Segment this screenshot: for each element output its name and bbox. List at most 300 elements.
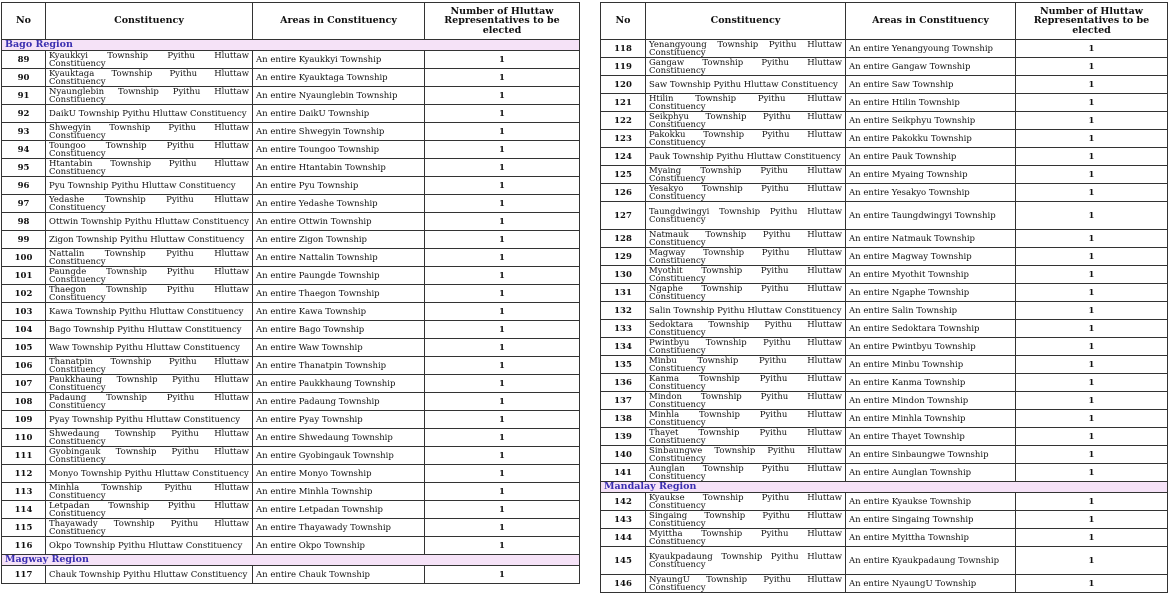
constituency-name: Letpadan Township Pyithu Hluttaw Constituency [46,501,253,519]
table-row [601,392,1168,410]
table-row [601,575,1168,593]
row-number: 131 [601,284,646,302]
table-row [2,429,580,447]
constituency-area: An entire Padaung Township [253,393,425,411]
row-number: 89 [2,51,46,69]
table-row [601,202,1168,230]
header-constituency: Constituency [646,3,846,40]
row-number: 96 [2,177,46,195]
constituency-area: An entire Kanma Township [846,374,1016,392]
constituency-area: An entire Nyaunglebin Township [253,87,425,105]
representatives-count: 1 [425,51,580,69]
constituency-name: Kyauktaga Township Pyithu Hluttaw Constituency [46,69,253,87]
constituency-area: An entire Aunglan Township [846,464,1016,482]
row-number: 135 [601,356,646,374]
constituency-area: An entire Pwintbyu Township [846,338,1016,356]
constituency-area: An entire Pyay Township [253,411,425,429]
constituency-area: An entire Myothit Township [846,266,1016,284]
table-row [601,374,1168,392]
constituency-area: An entire Thaegon Township [253,285,425,303]
representatives-count: 1 [1016,230,1168,248]
row-number: 101 [2,267,46,285]
header-no: No [601,3,646,40]
table-row [2,105,580,123]
constituency-area: An entire Natmauk Township [846,230,1016,248]
row-number: 98 [2,213,46,231]
representatives-count: 1 [1016,446,1168,464]
representatives-count: 1 [425,141,580,159]
table-row [601,94,1168,112]
table-row [601,410,1168,428]
table-row [601,40,1168,58]
row-number: 108 [2,393,46,411]
table-row [2,303,580,321]
constituency-name: Thanatpin Township Pyithu Hluttaw Constituency [46,357,253,375]
constituency-name: Nyaunglebin Township Pyithu Hluttaw Constituency [46,87,253,105]
table-row [2,339,580,357]
table-row [601,511,1168,529]
constituency-name: Pakokku Township Pyithu Hluttaw Constituency [646,130,846,148]
constituency-name: Salin Township Pyithu Hluttaw Constituency [646,302,846,320]
constituency-area: An entire Saw Township [846,76,1016,94]
row-number: 145 [601,547,646,575]
region-heading-row [2,40,580,51]
row-number: 146 [601,575,646,593]
constituency-area: An entire Minhla Township [253,483,425,501]
constituency-area: An entire Shwedaung Township [253,429,425,447]
table-row [601,446,1168,464]
constituency-name: Yesakyo Township Pyithu Hluttaw Constituency [646,184,846,202]
representatives-count: 1 [425,447,580,465]
representatives-count: 1 [425,303,580,321]
representatives-count: 1 [425,537,580,555]
constituency-area: An entire Myittha Township [846,529,1016,547]
constituency-area: An entire Magway Township [846,248,1016,266]
representatives-count: 1 [1016,320,1168,338]
constituency-name: Pwintbyu Township Pyithu Hluttaw Constituency [646,338,846,356]
constituency-name: Myittha Township Pyithu Hluttaw Constituency [646,529,846,547]
row-number: 124 [601,148,646,166]
representatives-count: 1 [1016,392,1168,410]
table-row [2,267,580,285]
constituency-area: An entire Minhla Township [846,410,1016,428]
constituency-area: An entire Taungdwingyi Township [846,202,1016,230]
table-header-row [2,3,580,40]
representatives-count: 1 [425,177,580,195]
representatives-count: 1 [1016,202,1168,230]
constituency-name: Minhla Township Pyithu Hluttaw Constituency [46,483,253,501]
constituency-area: An entire Thayawady Township [253,519,425,537]
header-areas: Areas in Constituency [253,3,425,40]
row-number: 109 [2,411,46,429]
constituency-area: An entire Myaing Township [846,166,1016,184]
table-row [2,411,580,429]
representatives-count: 1 [1016,94,1168,112]
row-number: 99 [2,231,46,249]
row-number: 123 [601,130,646,148]
constituency-name: Pyu Township Pyithu Hluttaw Constituency [46,177,253,195]
header-representatives: Number of Hluttaw Representatives to be elected [1016,3,1168,40]
table-row [2,501,580,519]
representatives-count: 1 [425,159,580,177]
constituency-name: Thayawady Township Pyithu Hluttaw Constituency [46,519,253,537]
representatives-count: 1 [1016,575,1168,593]
row-number: 141 [601,464,646,482]
constituency-area: An entire Ottwin Township [253,213,425,231]
constituency-area: An entire Kyaukkyi Township [253,51,425,69]
constituency-area: An entire Bago Township [253,321,425,339]
representatives-count: 1 [425,267,580,285]
table-row [601,184,1168,202]
table-row [601,356,1168,374]
constituency-name: Myaing Township Pyithu Hluttaw Constituency [646,166,846,184]
constituency-name: Natmauk Township Pyithu Hluttaw Constituency [646,230,846,248]
constituency-area: An entire Sedoktara Township [846,320,1016,338]
constituency-name: Padaung Township Pyithu Hluttaw Constituency [46,393,253,411]
constituency-name: Saw Township Pyithu Hluttaw Constituency [646,76,846,94]
representatives-count: 1 [425,195,580,213]
constituency-name: Ngaphe Township Pyithu Hluttaw Constituency [646,284,846,302]
row-number: 97 [2,195,46,213]
table-row [601,529,1168,547]
constituency-area: An entire Pyu Township [253,177,425,195]
row-number: 102 [2,285,46,303]
constituency-area: An entire Minbu Township [846,356,1016,374]
region-heading: Bago Region [2,40,580,51]
table-row [2,51,580,69]
constituency-area: An entire Kyaukse Township [846,493,1016,511]
row-number: 119 [601,58,646,76]
constituency-name: Pyay Township Pyithu Hluttaw Constituency [46,411,253,429]
representatives-count: 1 [1016,248,1168,266]
constituency-name: DaikU Township Pyithu Hluttaw Constituency [46,105,253,123]
representatives-count: 1 [425,519,580,537]
representatives-count: 1 [1016,266,1168,284]
constituency-area: An entire Paungde Township [253,267,425,285]
row-number: 94 [2,141,46,159]
constituency-area: An entire Ngaphe Township [846,284,1016,302]
table-row [2,465,580,483]
constituency-area: An entire Singaing Township [846,511,1016,529]
constituency-area: An entire Shwegyin Township [253,123,425,141]
constituency-name: Gyobingauk Township Pyithu Hluttaw Constituency [46,447,253,465]
representatives-count: 1 [1016,130,1168,148]
row-number: 136 [601,374,646,392]
constituency-area: An entire Thayet Township [846,428,1016,446]
row-number: 127 [601,202,646,230]
table-row [2,375,580,393]
table-row [2,141,580,159]
table-row [2,447,580,465]
constituency-area: An entire Seikphyu Township [846,112,1016,130]
representatives-count: 1 [425,429,580,447]
table-row [2,285,580,303]
table-row [601,302,1168,320]
table-row [2,321,580,339]
region-heading-row [601,482,1168,493]
row-number: 116 [2,537,46,555]
row-number: 112 [2,465,46,483]
table-row [2,195,580,213]
table-body-left [2,40,580,584]
row-number: 129 [601,248,646,266]
row-number: 120 [601,76,646,94]
table-row [601,230,1168,248]
constituency-area: An entire DaikU Township [253,105,425,123]
table-row [601,464,1168,482]
row-number: 104 [2,321,46,339]
row-number: 93 [2,123,46,141]
row-number: 121 [601,94,646,112]
constituency-name: Sinbaungwe Township Pyithu Hluttaw Constituency [646,446,846,464]
table-row [601,338,1168,356]
constituency-area: An entire Chauk Township [253,566,425,584]
constituency-name: Thaegon Township Pyithu Hluttaw Constituency [46,285,253,303]
constituency-area: An entire Kawa Township [253,303,425,321]
representatives-count: 1 [425,357,580,375]
row-number: 143 [601,511,646,529]
constituency-area: An entire Yesakyo Township [846,184,1016,202]
row-number: 105 [2,339,46,357]
table-row [2,213,580,231]
representatives-count: 1 [425,285,580,303]
row-number: 140 [601,446,646,464]
region-heading: Magway Region [2,555,580,566]
representatives-count: 1 [425,411,580,429]
row-number: 134 [601,338,646,356]
representatives-count: 1 [1016,410,1168,428]
representatives-count: 1 [1016,302,1168,320]
table-row [601,130,1168,148]
constituency-name: Zigon Township Pyithu Hluttaw Constituency [46,231,253,249]
row-number: 122 [601,112,646,130]
table-row [601,320,1168,338]
constituency-area: An entire Htantabin Township [253,159,425,177]
constituency-name: Chauk Township Pyithu Hluttaw Constituency [46,566,253,584]
constituency-area: An entire Letpadan Township [253,501,425,519]
table-row [2,177,580,195]
constituency-area: An entire Gangaw Township [846,58,1016,76]
row-number: 103 [2,303,46,321]
representatives-count: 1 [1016,374,1168,392]
table-row [601,112,1168,130]
row-number: 100 [2,249,46,267]
constituency-name: Nattalin Township Pyithu Hluttaw Constituency [46,249,253,267]
representatives-count: 1 [425,213,580,231]
row-number: 144 [601,529,646,547]
constituency-name: Yenangyoung Township Pyithu Hluttaw Constituency [646,40,846,58]
row-number: 142 [601,493,646,511]
representatives-count: 1 [1016,112,1168,130]
constituency-name: Paungde Township Pyithu Hluttaw Constituency [46,267,253,285]
constituency-name: Minhla Township Pyithu Hluttaw Constituency [646,410,846,428]
constituency-name: Toungoo Township Pyithu Hluttaw Constituency [46,141,253,159]
table-row [2,566,580,584]
row-number: 91 [2,87,46,105]
row-number: 130 [601,266,646,284]
table-row [2,393,580,411]
table-row [2,69,580,87]
row-number: 139 [601,428,646,446]
constituency-name: Kyaukkyi Township Pyithu Hluttaw Constituency [46,51,253,69]
row-number: 138 [601,410,646,428]
table-row [601,493,1168,511]
region-heading: Mandalay Region [601,482,1168,493]
table-row [601,58,1168,76]
constituency-name: Shwedaung Township Pyithu Hluttaw Constituency [46,429,253,447]
constituency-name: Paukkhaung Township Pyithu Hluttaw Constituency [46,375,253,393]
constituency-table-left [1,2,580,584]
constituency-name: Shwegyin Township Pyithu Hluttaw Constituency [46,123,253,141]
representatives-count: 1 [1016,529,1168,547]
header-representatives: Number of Hluttaw Representatives to be elected [425,3,580,40]
row-number: 128 [601,230,646,248]
constituency-name: Waw Township Pyithu Hluttaw Constituency [46,339,253,357]
representatives-count: 1 [425,501,580,519]
constituency-area: An entire Monyo Township [253,465,425,483]
representatives-count: 1 [1016,338,1168,356]
row-number: 110 [2,429,46,447]
constituency-area: An entire Sinbaungwe Township [846,446,1016,464]
constituency-area: An entire Htilin Township [846,94,1016,112]
row-number: 126 [601,184,646,202]
header-no: No [2,3,46,40]
table-row [2,483,580,501]
constituency-name: Seikphyu Township Pyithu Hluttaw Constituency [646,112,846,130]
constituency-area: An entire Kyauktaga Township [253,69,425,87]
table-header-row [601,3,1168,40]
constituency-area: An entire Pakokku Township [846,130,1016,148]
representatives-count: 1 [425,231,580,249]
constituency-name: Minbu Township Pyithu Hluttaw Constituency [646,356,846,374]
table-row [2,231,580,249]
constituency-name: Gangaw Township Pyithu Hluttaw Constituency [646,58,846,76]
table-row [2,159,580,177]
row-number: 114 [2,501,46,519]
table-row [2,249,580,267]
constituency-name: Bago Township Pyithu Hluttaw Constituency [46,321,253,339]
row-number: 90 [2,69,46,87]
representatives-count: 1 [1016,40,1168,58]
table-row [601,148,1168,166]
constituency-area: An entire Nattalin Township [253,249,425,267]
table-row [2,123,580,141]
representatives-count: 1 [1016,58,1168,76]
table-row [2,87,580,105]
constituency-name: Sedoktara Township Pyithu Hluttaw Constituency [646,320,846,338]
constituency-name: Kyaukpadaung Township Pyithu Hluttaw Constituency [646,547,846,575]
table-row [2,537,580,555]
constituency-name: Aunglan Township Pyithu Hluttaw Constituency [646,464,846,482]
table-row [601,547,1168,575]
constituency-area: An entire Okpo Township [253,537,425,555]
constituency-area: An entire Yenangyoung Township [846,40,1016,58]
representatives-count: 1 [425,69,580,87]
representatives-count: 1 [1016,511,1168,529]
constituency-name: Monyo Township Pyithu Hluttaw Constituency [46,465,253,483]
representatives-count: 1 [1016,428,1168,446]
constituency-name: Okpo Township Pyithu Hluttaw Constituency [46,537,253,555]
representatives-count: 1 [1016,356,1168,374]
constituency-name: Singaing Township Pyithu Hluttaw Constituency [646,511,846,529]
table-row [601,248,1168,266]
representatives-count: 1 [425,87,580,105]
representatives-count: 1 [425,321,580,339]
constituency-name: Taungdwingyi Township Pyithu Hluttaw Constituency [646,202,846,230]
representatives-count: 1 [1016,148,1168,166]
constituency-name: Yedashe Township Pyithu Hluttaw Constituency [46,195,253,213]
constituency-name: Thayet Township Pyithu Hluttaw Constituency [646,428,846,446]
representatives-count: 1 [425,339,580,357]
table-row [601,166,1168,184]
row-number: 117 [2,566,46,584]
row-number: 107 [2,375,46,393]
constituency-area: An entire Waw Township [253,339,425,357]
constituency-name: Htilin Township Pyithu Hluttaw Constituency [646,94,846,112]
row-number: 125 [601,166,646,184]
gazette-page [0,2,1170,593]
constituency-area: An entire NyaungU Township [846,575,1016,593]
header-areas: Areas in Constituency [846,3,1016,40]
representatives-count: 1 [425,465,580,483]
table-row [601,76,1168,94]
representatives-count: 1 [1016,166,1168,184]
constituency-name: Ottwin Township Pyithu Hluttaw Constituency [46,213,253,231]
representatives-count: 1 [1016,493,1168,511]
representatives-count: 1 [1016,284,1168,302]
region-heading-row [2,555,580,566]
constituency-area: An entire Toungoo Township [253,141,425,159]
constituency-table-right [600,2,1168,593]
row-number: 111 [2,447,46,465]
table-row [2,519,580,537]
row-number: 133 [601,320,646,338]
constituency-name: Magway Township Pyithu Hluttaw Constituency [646,248,846,266]
representatives-count: 1 [1016,76,1168,94]
representatives-count: 1 [425,375,580,393]
constituency-area: An entire Salin Township [846,302,1016,320]
header-constituency: Constituency [46,3,253,40]
table-row [601,428,1168,446]
representatives-count: 1 [425,566,580,584]
representatives-count: 1 [1016,464,1168,482]
constituency-area: An entire Thanatpin Township [253,357,425,375]
representatives-count: 1 [425,483,580,501]
representatives-count: 1 [1016,184,1168,202]
constituency-area: An entire Gyobingauk Township [253,447,425,465]
row-number: 113 [2,483,46,501]
constituency-area: An entire Yedashe Township [253,195,425,213]
table-row [601,266,1168,284]
constituency-name: Mindon Township Pyithu Hluttaw Constituency [646,392,846,410]
representatives-count: 1 [1016,547,1168,575]
constituency-name: Myothit Township Pyithu Hluttaw Constituency [646,266,846,284]
representatives-count: 1 [425,393,580,411]
representatives-count: 1 [425,105,580,123]
row-number: 132 [601,302,646,320]
constituency-name: NyaungU Township Pyithu Hluttaw Constituency [646,575,846,593]
table-row [601,284,1168,302]
constituency-area: An entire Mindon Township [846,392,1016,410]
constituency-area: An entire Pauk Township [846,148,1016,166]
representatives-count: 1 [425,123,580,141]
row-number: 92 [2,105,46,123]
constituency-area: An entire Paukkhaung Township [253,375,425,393]
row-number: 95 [2,159,46,177]
constituency-name: Htantabin Township Pyithu Hluttaw Constituency [46,159,253,177]
representatives-count: 1 [425,249,580,267]
table-body-right [601,40,1168,593]
